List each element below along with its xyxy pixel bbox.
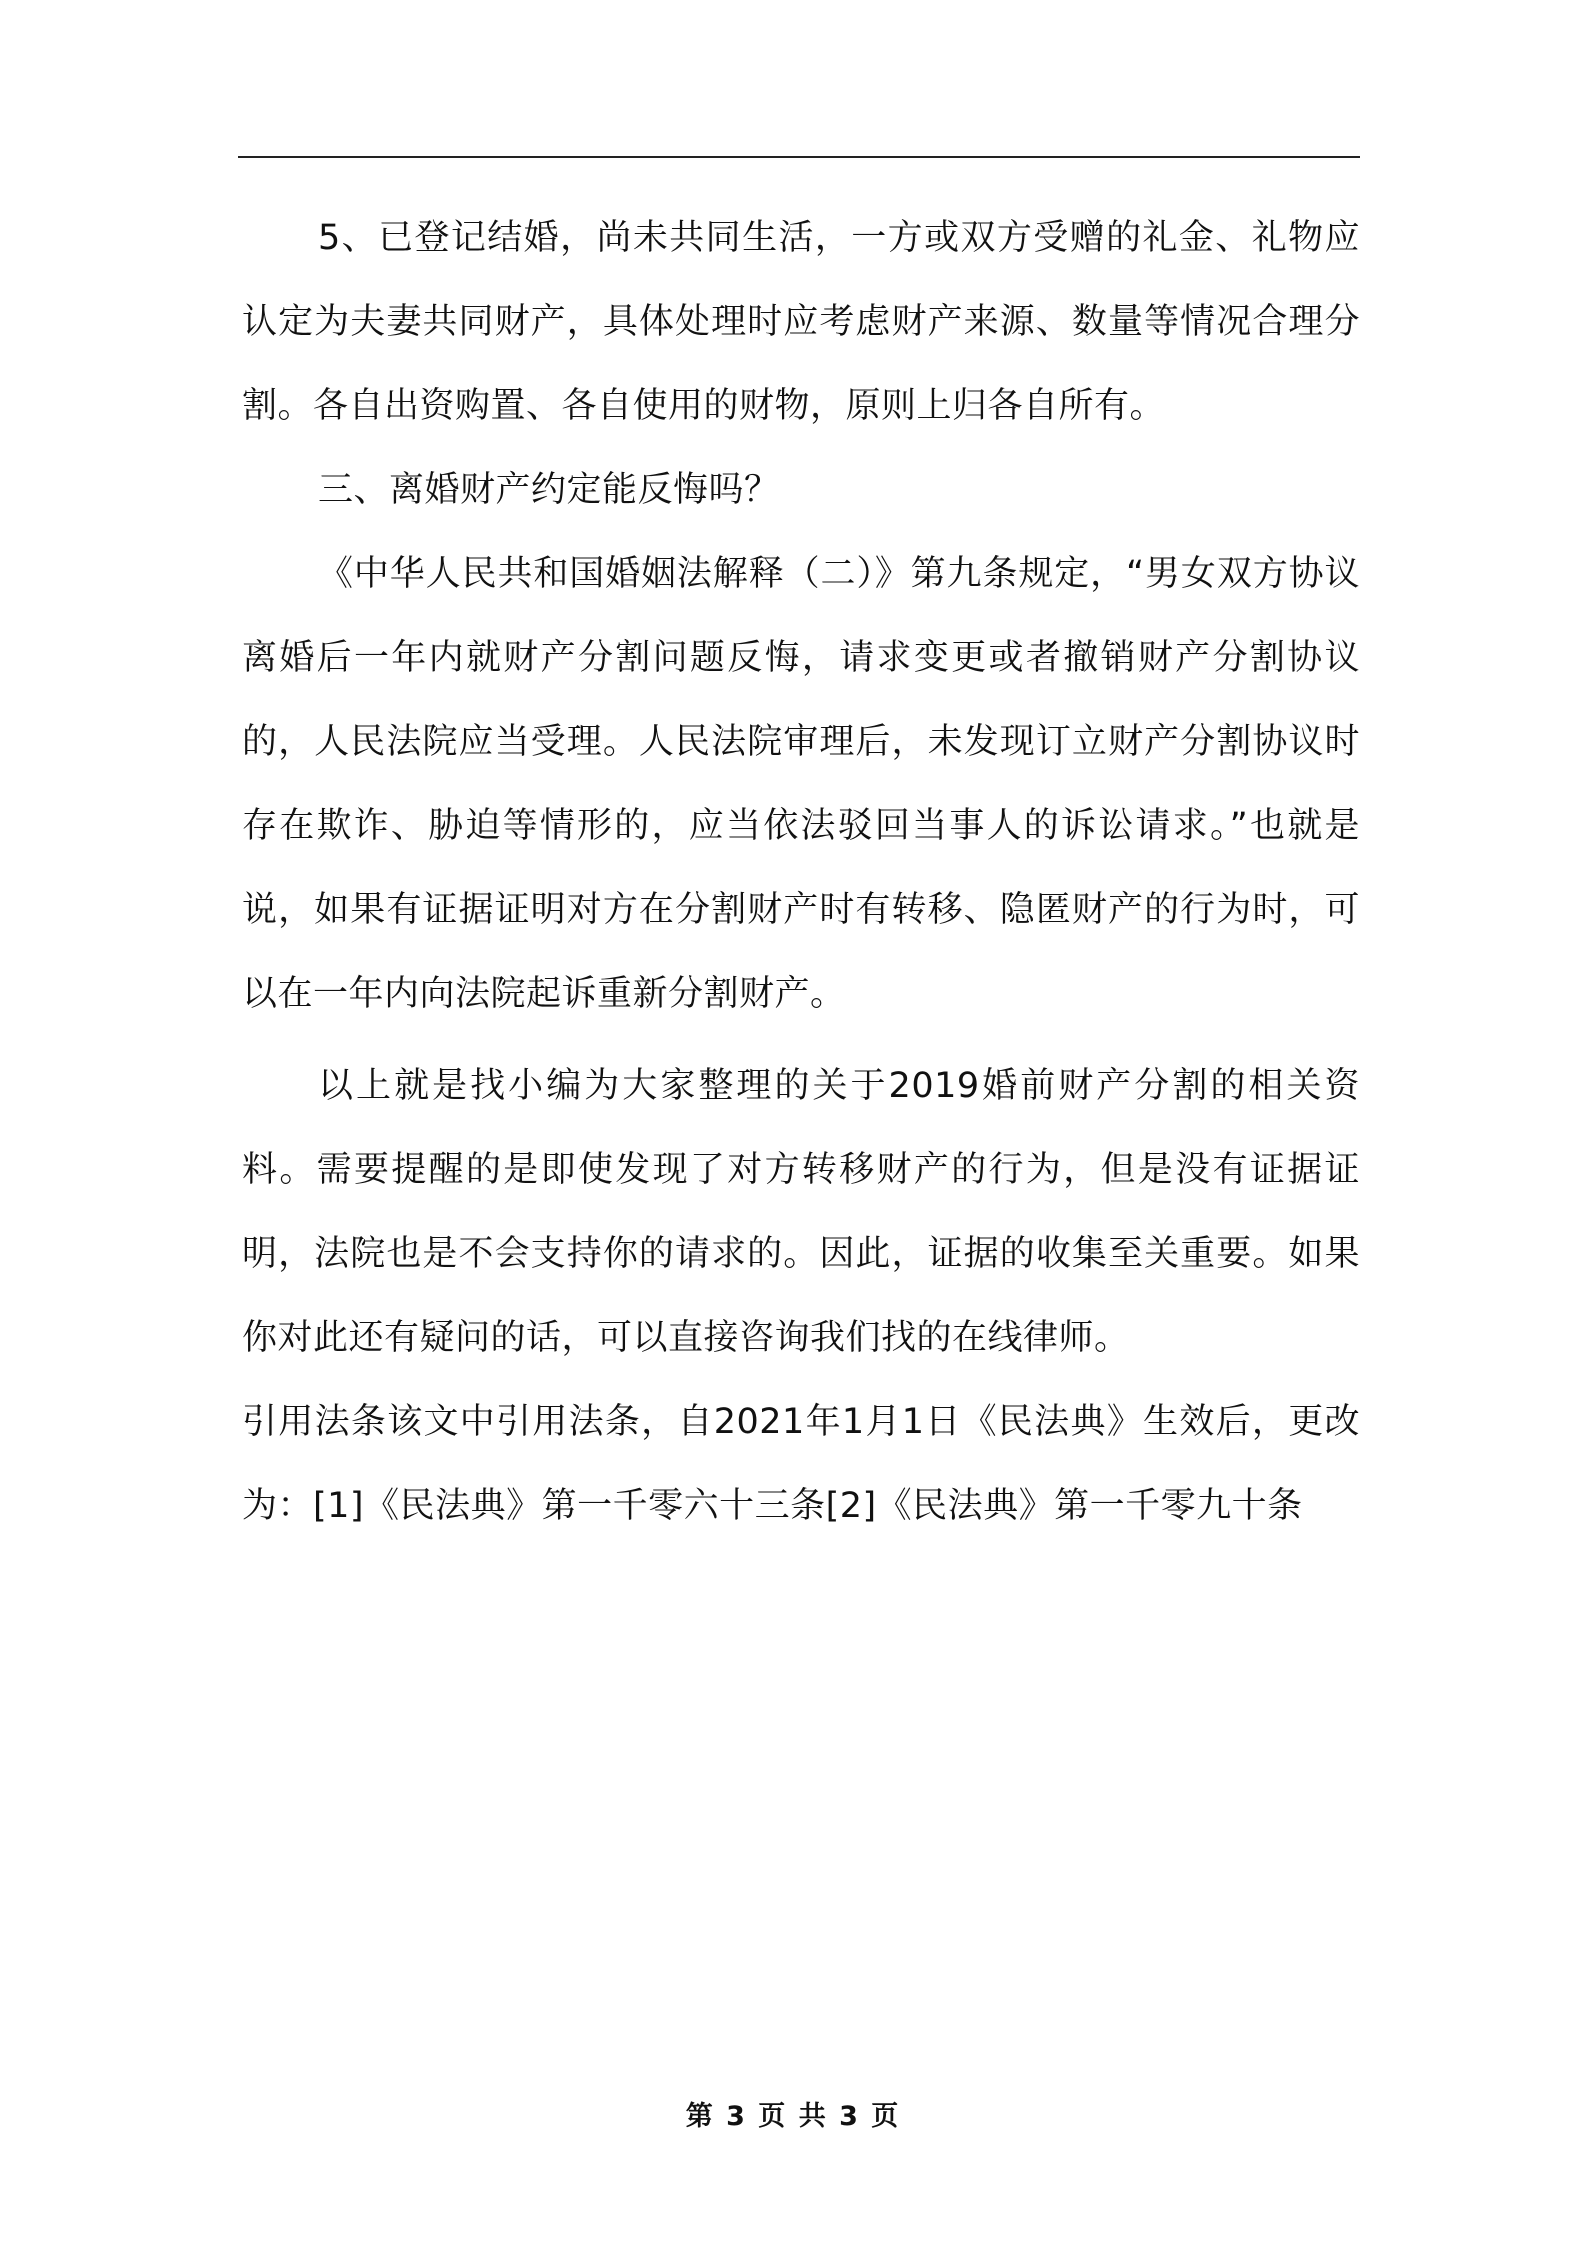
header-rule <box>238 156 1360 158</box>
paragraph-gift-property: 5、已登记结婚，尚未共同生活，一方或双方受赠的礼金、礼物应认定为夫妻共同财产，具体处理时应考虑财产来源、数量等情况合理分割。各自出资购置、各自使用的财物，原则上归各自所有。 <box>242 218 1360 426</box>
section-heading-divorce-agreement: 三、离婚财产约定能反悔吗？ <box>318 470 780 510</box>
paragraph-summary: 以上就是找小编为大家整理的关于2019婚前财产分割的相关资料。需要提醒的是即使发现了对方转移财产的行为，但是没有证据证明，法院也是不会支持你的请求的。因此，证据的收集至关重要。如果你对此还有疑问的话，可以直接咨询我们找的在线律师。 <box>242 1066 1360 1358</box>
paragraph-cited-statutes: 引用法条该文中引用法条，自2021年1月1日《民法典》生效后，更改为：[1]《民法典》第一千零六十三条[2]《民法典》第一千零九十条 <box>242 1402 1360 1526</box>
page-number-footer: 第 3 页 共 3 页 <box>685 2101 901 2132</box>
paragraph-marriage-law-interpretation: 《中华人民共和国婚姻法解释（二）》第九条规定，“男女双方协议离婚后一年内就财产分割问题反悔，请求变更或者撤销财产分割协议的，人民法院应当受理。人民法院审理后，未发现订立财产分割协议时存在欺诈、胁迫等情形的，应当依法驳回当事人的诉讼请求。”也就是说，如果有证据证明对方在分割财产时有转移、隐匿财产的行为时，可以在一年内向法院起诉重新分割财产。 <box>242 554 1360 1014</box>
document-body <box>242 196 1360 1548</box>
